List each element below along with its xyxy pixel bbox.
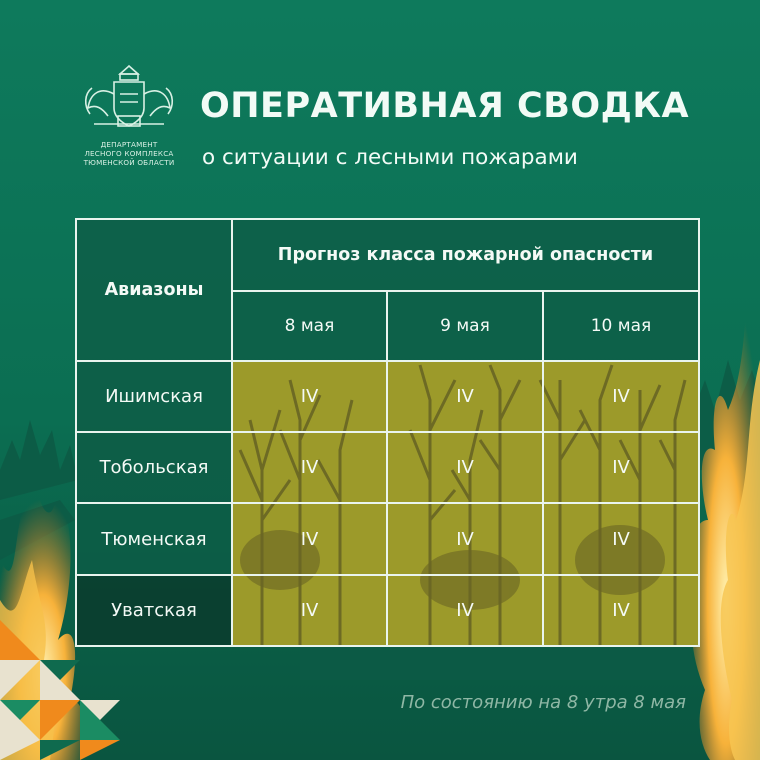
logo-caption-line: ТЮМЕНСКОЙ ОБЛАСТИ — [83, 158, 175, 167]
logo-caption — [70, 140, 188, 167]
class-value: IV — [543, 432, 699, 503]
class-value: IV — [543, 361, 699, 432]
zone-name: Уватская — [76, 575, 232, 646]
logo-caption-line: ЛЕСНОГО КОМПЛЕКСА — [84, 149, 174, 158]
class-value: IV — [387, 503, 543, 575]
table-row — [76, 503, 699, 575]
date-header: 10 мая — [543, 291, 699, 361]
class-value: IV — [232, 575, 387, 646]
table-header-row — [76, 219, 699, 291]
date-header: 8 мая — [232, 291, 387, 361]
class-value: IV — [232, 361, 387, 432]
class-value: IV — [543, 503, 699, 575]
class-value: IV — [232, 432, 387, 503]
class-value: IV — [387, 432, 543, 503]
table-row — [76, 432, 699, 503]
flame-right-icon — [692, 230, 760, 760]
logo-caption-line: ДЕПАРТАМЕНТ — [100, 140, 158, 149]
table-row — [76, 575, 699, 646]
page-title: ОПЕРАТИВНАЯ СВОДКА — [200, 86, 690, 126]
zone-name: Ишимская — [76, 361, 232, 432]
page-subtitle: о ситуации с лесными пожарами — [202, 145, 578, 170]
forecast-table — [75, 218, 700, 647]
date-header: 9 мая — [387, 291, 543, 361]
class-value: IV — [387, 575, 543, 646]
status-note: По состоянию на 8 утра 8 мая — [400, 692, 686, 713]
class-value: IV — [543, 575, 699, 646]
table-row — [76, 361, 699, 432]
forecast-header: Прогноз класса пожарной опасности — [232, 219, 699, 291]
class-value: IV — [387, 361, 543, 432]
zone-name: Тюменская — [76, 503, 232, 575]
zone-column-header: Авиазоны — [76, 219, 232, 361]
zone-name: Тобольская — [76, 432, 232, 503]
class-value: IV — [232, 503, 387, 575]
coat-of-arms-icon — [74, 64, 184, 140]
